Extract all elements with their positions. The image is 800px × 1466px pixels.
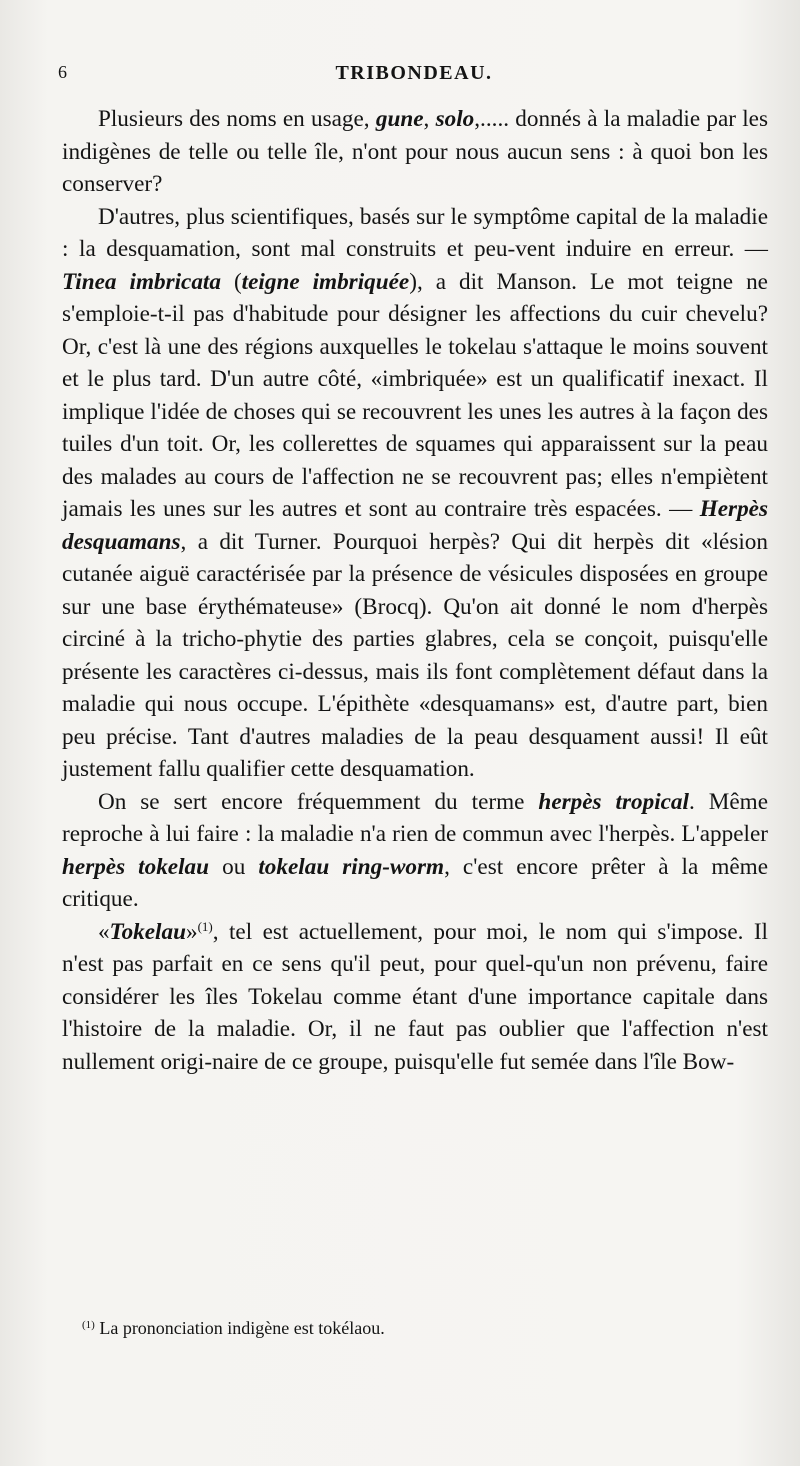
- running-title: TRIBONDEAU.: [335, 62, 493, 84]
- footnote: [82, 1316, 762, 1340]
- italic-term: herpès tropical: [538, 788, 689, 815]
- page-number: 6: [58, 62, 68, 82]
- italic-term: teigne imbriquée: [241, 268, 410, 295]
- italic-term: tokelau ring-worm: [258, 853, 445, 880]
- italic-term: Herpès desquamans: [62, 496, 768, 555]
- paragraph-1: Plusieurs des noms en usage, gune, solo,..... donnés à la maladie par les indigènes de telle ou telle île, n'ont pour nous aucun sens : à quoi bon les conserver?: [62, 106, 768, 197]
- footnote-reference[interactable]: (1): [197, 918, 213, 934]
- italic-term: gune: [375, 106, 424, 132]
- italic-term: Tokelau: [109, 918, 186, 945]
- italic-term: herpès tokelau: [62, 853, 210, 880]
- footnote-marker: (1): [82, 1319, 95, 1331]
- paragraph-2: D'autres, plus scientifiques, basés sur le symptôme capital de la maladie : la desquamation, sont mal construits et peu-vent induire en erreur. — Tinea imbricata (teigne imbriquée), a dit Manson. Le mot teigne ne s'emploie-t-il pas d'habitude pour désigner les affections du cuir chevelu? Or, c'est là une des régions auxquelles le tokelau s'attaque le moins souvent et le plus tard. D'un autre côté, «imbriquée» est un qualificatif inexact. Il implique l'idée de choses qui se recouvrent les unes les autres à la façon des tuiles d'un toit. Or, les collerettes de squames qui apparaissent sur la peau des malades au cours de l'affection ne se recouvrent pas; elles n'empiètent jamais les unes sur les autres et sont au contraire très espacées. — Herpès desquamans, a dit Turner. Pourquoi herpès? Qui dit herpès dit «lésion cutanée aiguë caractérisée par la présence de vésicules disposées en groupe sur une base érythémateuse» (Brocq). Qu'on ait donné le nom d'herpès circiné à la tricho-phytie des parties glabres, cela se conçoit, puisqu'elle présente les caractères ci-dessus, mais ils font complètement défaut dans la maladie qui nous occupe. L'épithète «desquamans» est, d'autre part, bien peu précise. Tant d'autres maladies de la peau desquament aussi! Il eût justement fallu qualifier cette desquamation.: [62, 203, 768, 782]
- footnote-text: La prononciation indigène est tokélaou.: [99, 1318, 385, 1338]
- page-header: [58, 62, 770, 92]
- body-text: [62, 103, 768, 1078]
- paragraph-4: «Tokelau»$^{(1)}$, tel est actuellement, pour moi, le nom qui s'impose. Il n'est pas parfait en ce sens qu'il peut, pour quel-qu'un non prévenu, faire considérer les îles Tokelau comme étant d'une importance capitale dans l'histoire de la maladie. Or, il ne faut pas oublier que l'affection n'est nullement origi-naire de ce groupe, puisqu'elle fut semée dans l'île Bow-: [62, 918, 768, 1075]
- italic-term: solo: [435, 106, 475, 132]
- italic-term: Tinea imbricata: [62, 268, 221, 295]
- paragraph-3: On se sert encore fréquemment du terme herpès tropical. Même reproche à lui faire : la maladie n'a rien de commun avec l'herpès. L'appeler herpès tokelau ou tokelau ring-worm, c'est encore prêter à la même critique.: [62, 788, 768, 912]
